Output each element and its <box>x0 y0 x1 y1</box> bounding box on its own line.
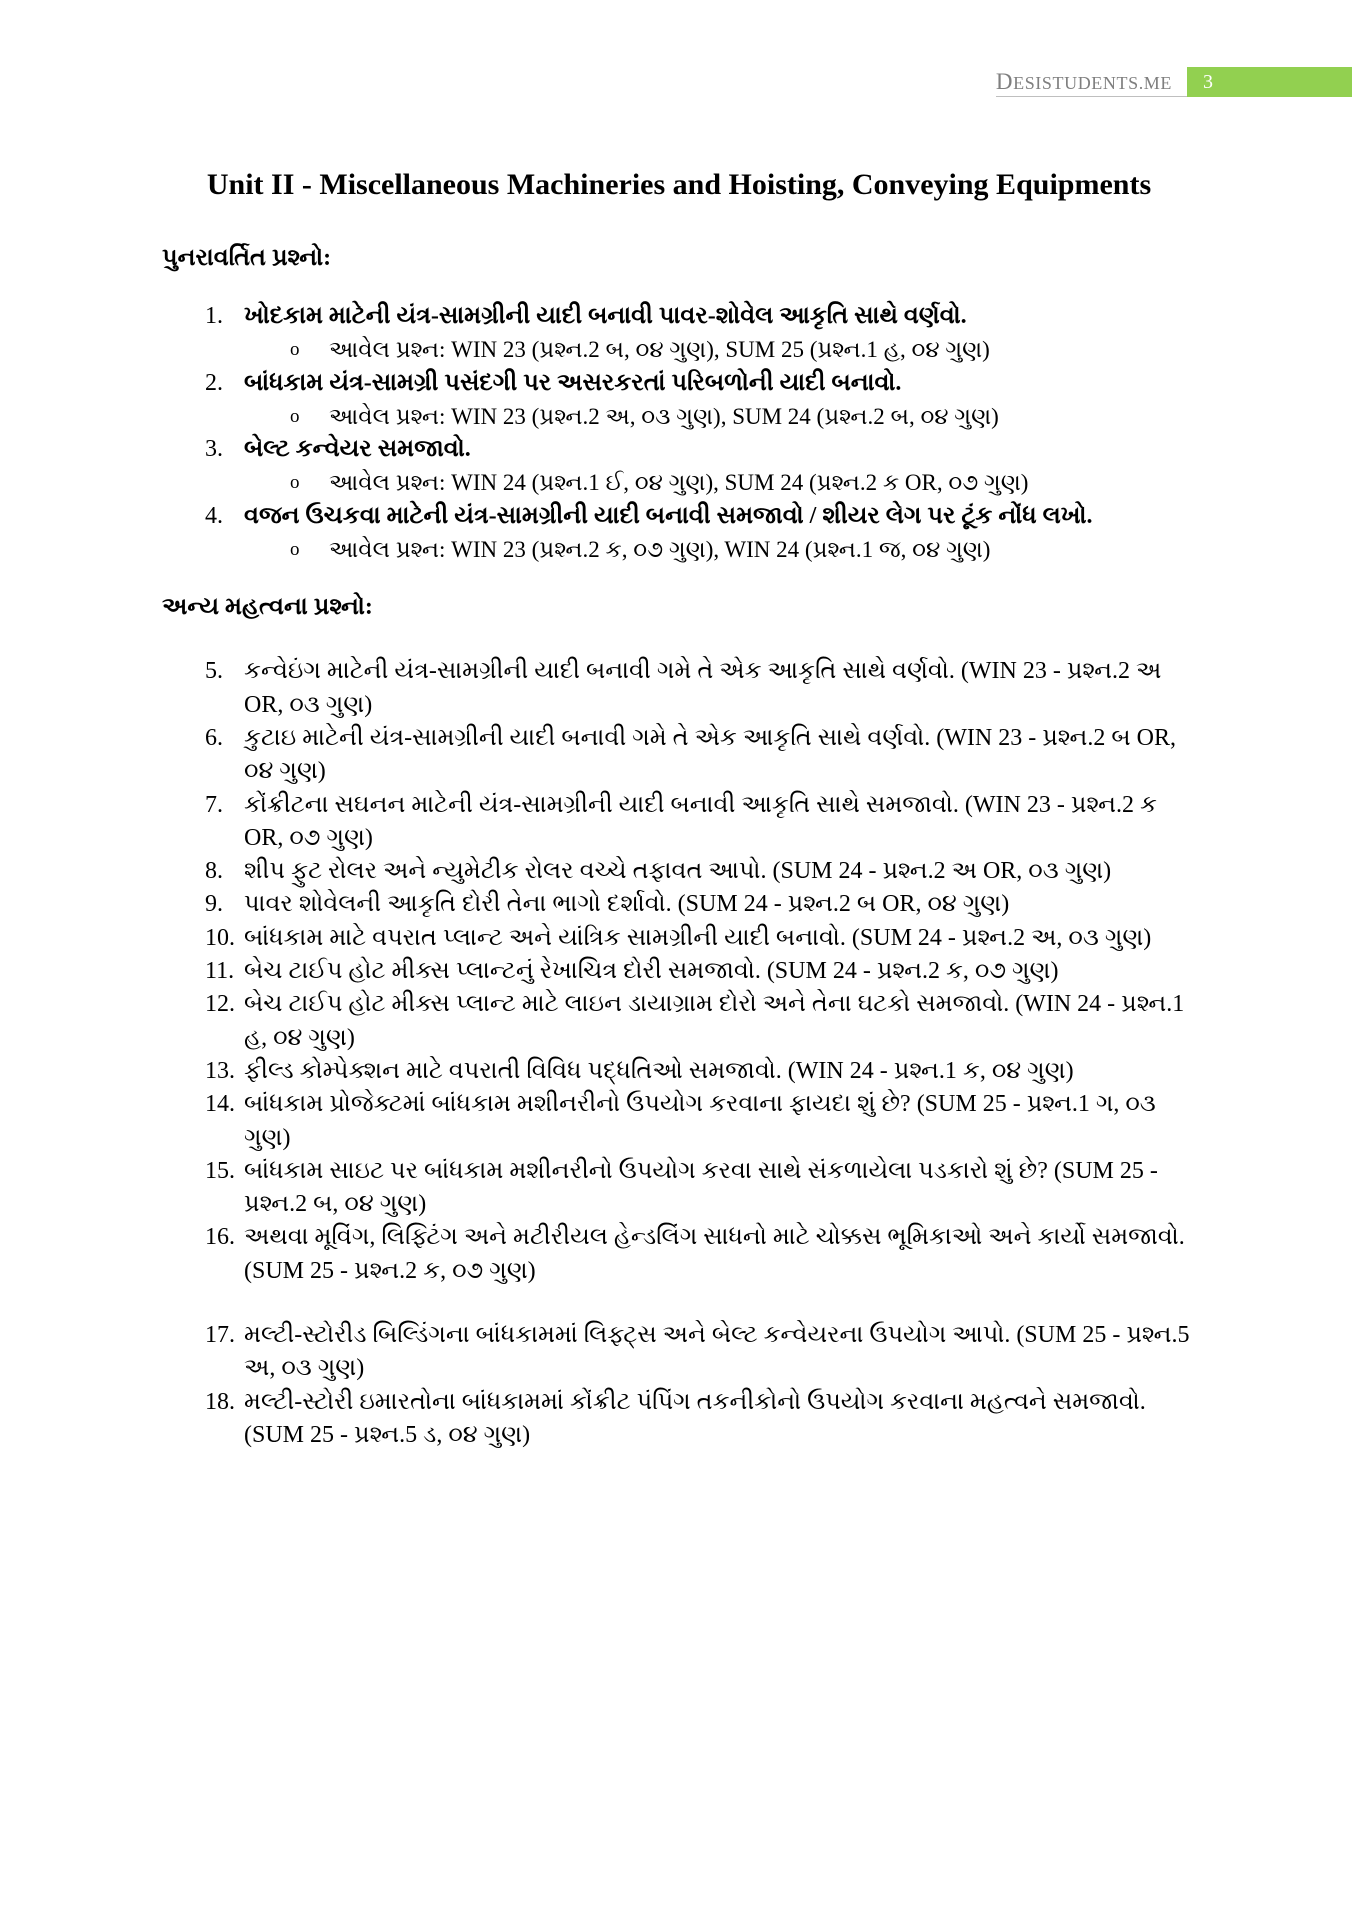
question-text: બેચ ટાઈપ હોટ મીક્સ પ્લાન્ટનું રેખાચિત્ર દોરી સમજાવો. (SUM 24 - પ્રશ્ન.2 ક, ૦૭ ગુણ) <box>244 958 1059 985</box>
question-number: 17. <box>205 1322 235 1349</box>
question-number: 15. <box>205 1157 235 1184</box>
question-number: 7. <box>205 791 223 818</box>
question-item <box>205 1386 1190 1453</box>
repeated-question-list <box>0 300 1358 566</box>
question-text: કન્વેઇંગ માટેની યંત્ર-સામગ્રીની યાદી બનાવી ગમે તે એક આકૃતિ સાથે વર્ણવો. (WIN 23 - પ્રશ્ન.2 અ OR, ૦૩ ગુણ) <box>244 658 1162 718</box>
asked-in-note <box>290 466 1190 499</box>
bullet-marker: o <box>290 539 300 561</box>
question-number: 8. <box>205 858 223 885</box>
question-item <box>205 433 1190 466</box>
question-number: 3. <box>205 436 223 463</box>
question-item <box>205 1155 1190 1222</box>
bullet-marker: o <box>290 472 300 494</box>
question-text: બાંધકામ સાઇટ પર બાંધકામ મશીનરીનો ઉપયોગ કરવા સાથે સંકળાયેલા પડકારો શું છે? (SUM 25 - પ્રશ્ન.2 બ, ૦૪ ગુણ) <box>244 1157 1158 1218</box>
asked-in-note <box>290 400 1190 433</box>
site-name: DESISTUDENTS.ME <box>995 68 1172 94</box>
question-text: બાંધકામ પ્રોજેક્ટમાં બાંધકામ મશીનરીનો ઉપયોગ કરવાના ફાયદા શું છે? (SUM 25 - પ્રશ્ન.1 ગ, ૦૩ ગુણ) <box>244 1091 1156 1151</box>
section-heading-repeated: પુનરાવર્તિત પ્રશ્નો: <box>162 245 332 271</box>
question-item <box>205 1055 1190 1088</box>
question-text: કોંક્રીટના સઘનન માટેની યંત્ર-સામગ્રીની યાદી બનાવી આકૃતિ સાથે સમજાવો. (WIN 23 - પ્રશ્ન.2 ક OR, ૦૭ ગુણ) <box>244 791 1157 851</box>
page-title: Unit II - Miscellaneous Machineries and Hoisting, Conveying Equipments <box>206 168 1152 201</box>
question-item <box>205 988 1190 1055</box>
question-text: પાવર શોવેલની આકૃતિ દોરી તેના ભાગો દર્શાવો. (SUM 24 - પ્રશ્ન.2 બ OR, ૦૪ ગુણ) <box>244 891 1010 918</box>
other-question-list <box>0 655 1358 1452</box>
asked-in-note <box>290 533 1190 566</box>
question-text: ખોદકામ માટેની યંત્ર-સામગ્રીની યાદી બનાવી પાવર-શોવેલ આકૃતિ સાથે વર્ણવો. <box>244 303 967 329</box>
question-item <box>205 922 1190 955</box>
question-number: 16. <box>205 1224 235 1251</box>
question-number: 12. <box>205 991 235 1018</box>
page-number: 3 <box>1203 70 1213 93</box>
question-text: બાંધકામ માટે વપરાત પ્લાન્ટ અને યાંત્રિક સામગ્રીની યાદી બનાવો. (SUM 24 - પ્રશ્ન.2 અ, ૦૩ ગુણ) <box>244 924 1152 951</box>
question-text: વજન ઉચકવા માટેની યંત્ર-સામગ્રીની યાદી બનાવી સમજાવો / શીયર લેગ પર ટૂંક નોંધ લખો. <box>244 502 1093 529</box>
question-number: 9. <box>205 891 223 918</box>
question-item <box>205 1319 1190 1386</box>
asked-in-text: આવેલ પ્રશ્ન: WIN 23 (પ્રશ્ન.2 ક, ૦૭ ગુણ), WIN 24 (પ્રશ્ન.1 જ, ૦૪ ગુણ) <box>329 537 991 563</box>
question-text: બેચ ટાઈપ હોટ મીક્સ પ્લાન્ટ માટે લાઇન ડાયાગ્રામ દોરો અને તેના ઘટકો સમજાવો. (WIN 24 - પ્રશ્ન.1 હ, ૦૪ ગુણ) <box>244 991 1185 1051</box>
question-text: અથવા મૂવિંગ, લિફ્ટિંગ અને મટીરીયલ હેન્ડલિંગ સાધનો માટે ચોક્કસ ભૂમિકાઓ અને કાર્યો સમજાવો. (SUM 25 - પ્રશ્ન.2 ક, ૦૭ ગુણ) <box>244 1224 1185 1284</box>
question-text: મલ્ટી-સ્ટોરી ઇમારતોના બાંધકામમાં કોંક્રીટ પંપિંગ તકનીકોનો ઉપયોગ કરવાના મહત્વને સમજાવો. (SUM 25 - પ્રશ્ન.5 ડ, ૦૪ ગુણ) <box>244 1388 1146 1448</box>
question-text: બાંધકામ યંત્ર-સામગ્રી પસંદગી પર અસરકરતાં પરિબળોની યાદી બનાવો. <box>244 369 902 396</box>
question-item <box>205 500 1190 533</box>
question-item <box>205 300 1190 333</box>
question-number: 11. <box>205 958 235 985</box>
question-item <box>205 722 1190 789</box>
question-text: કુટાઇ માટેની યંત્ર-સામગ્રીની યાદી બનાવી ગમે તે એક આકૃતિ સાથે વર્ણવો. (WIN 23 - પ્રશ્ન.2 બ OR, ૦૪ ગુણ) <box>244 724 1176 785</box>
asked-in-text: આવેલ પ્રશ્ન: WIN 23 (પ્રશ્ન.2 બ, ૦૪ ગુણ), SUM 25 (પ્રશ્ન.1 હ, ૦૪ ગુણ) <box>329 337 990 363</box>
question-number: 5. <box>205 658 223 685</box>
question-item <box>205 789 1190 856</box>
question-number: 1. <box>205 303 223 329</box>
question-text: ફીલ્ડ કોમ્પેક્શન માટે વપરાતી વિવિધ પદ્ધતિઓ સમજાવો. (WIN 24 - પ્રશ્ન.1 ક, ૦૪ ગુણ) <box>244 1057 1074 1084</box>
question-number: 13. <box>205 1057 235 1084</box>
question-item <box>205 1221 1190 1288</box>
question-number: 6. <box>205 724 223 751</box>
question-item <box>205 655 1190 722</box>
section-heading-other: અન્ય મહત્વના પ્રશ્નો: <box>162 594 373 621</box>
asked-in-text: આવેલ પ્રશ્ન: WIN 23 (પ્રશ્ન.2 અ, ૦૩ ગુણ), SUM 24 (પ્રશ્ન.2 બ, ૦૪ ગુણ) <box>329 403 999 429</box>
question-item <box>205 855 1190 888</box>
question-text: મલ્ટી-સ્ટોરીડ બિલ્ડિંગના બાંધકામમાં લિફ્ટ્સ અને બેલ્ટ કન્વેયરના ઉપયોગ આપો. (SUM 25 - પ્રશ્ન.5 અ, ૦૩ ગુણ) <box>244 1322 1190 1382</box>
asked-in-note <box>290 333 1190 366</box>
question-item <box>205 888 1190 921</box>
question-text: શીપ ફુટ રોલર અને ન્યુમેટીક રોલર વચ્ચે તફાવત આપો. (SUM 24 - પ્રશ્ન.2 અ OR, ૦૩ ગુણ) <box>244 858 1112 885</box>
question-number: 14. <box>205 1091 235 1118</box>
question-number: 10. <box>205 924 235 951</box>
asked-in-text: આવેલ પ્રશ્ન: WIN 24 (પ્રશ્ન.1 ઈ, ૦૪ ગુણ), SUM 24 (પ્રશ્ન.2 ક OR, ૦૭ ગુણ) <box>329 470 1029 496</box>
question-item <box>205 955 1190 988</box>
bullet-marker: o <box>290 339 300 361</box>
question-text: બેલ્ટ કન્વેયર સમજાવો. <box>244 436 471 463</box>
question-number: 2. <box>205 369 223 396</box>
bullet-marker: o <box>290 405 300 427</box>
question-number: 18. <box>205 1388 235 1415</box>
question-item <box>205 367 1190 400</box>
question-number: 4. <box>205 502 223 529</box>
question-item <box>205 1088 1190 1155</box>
